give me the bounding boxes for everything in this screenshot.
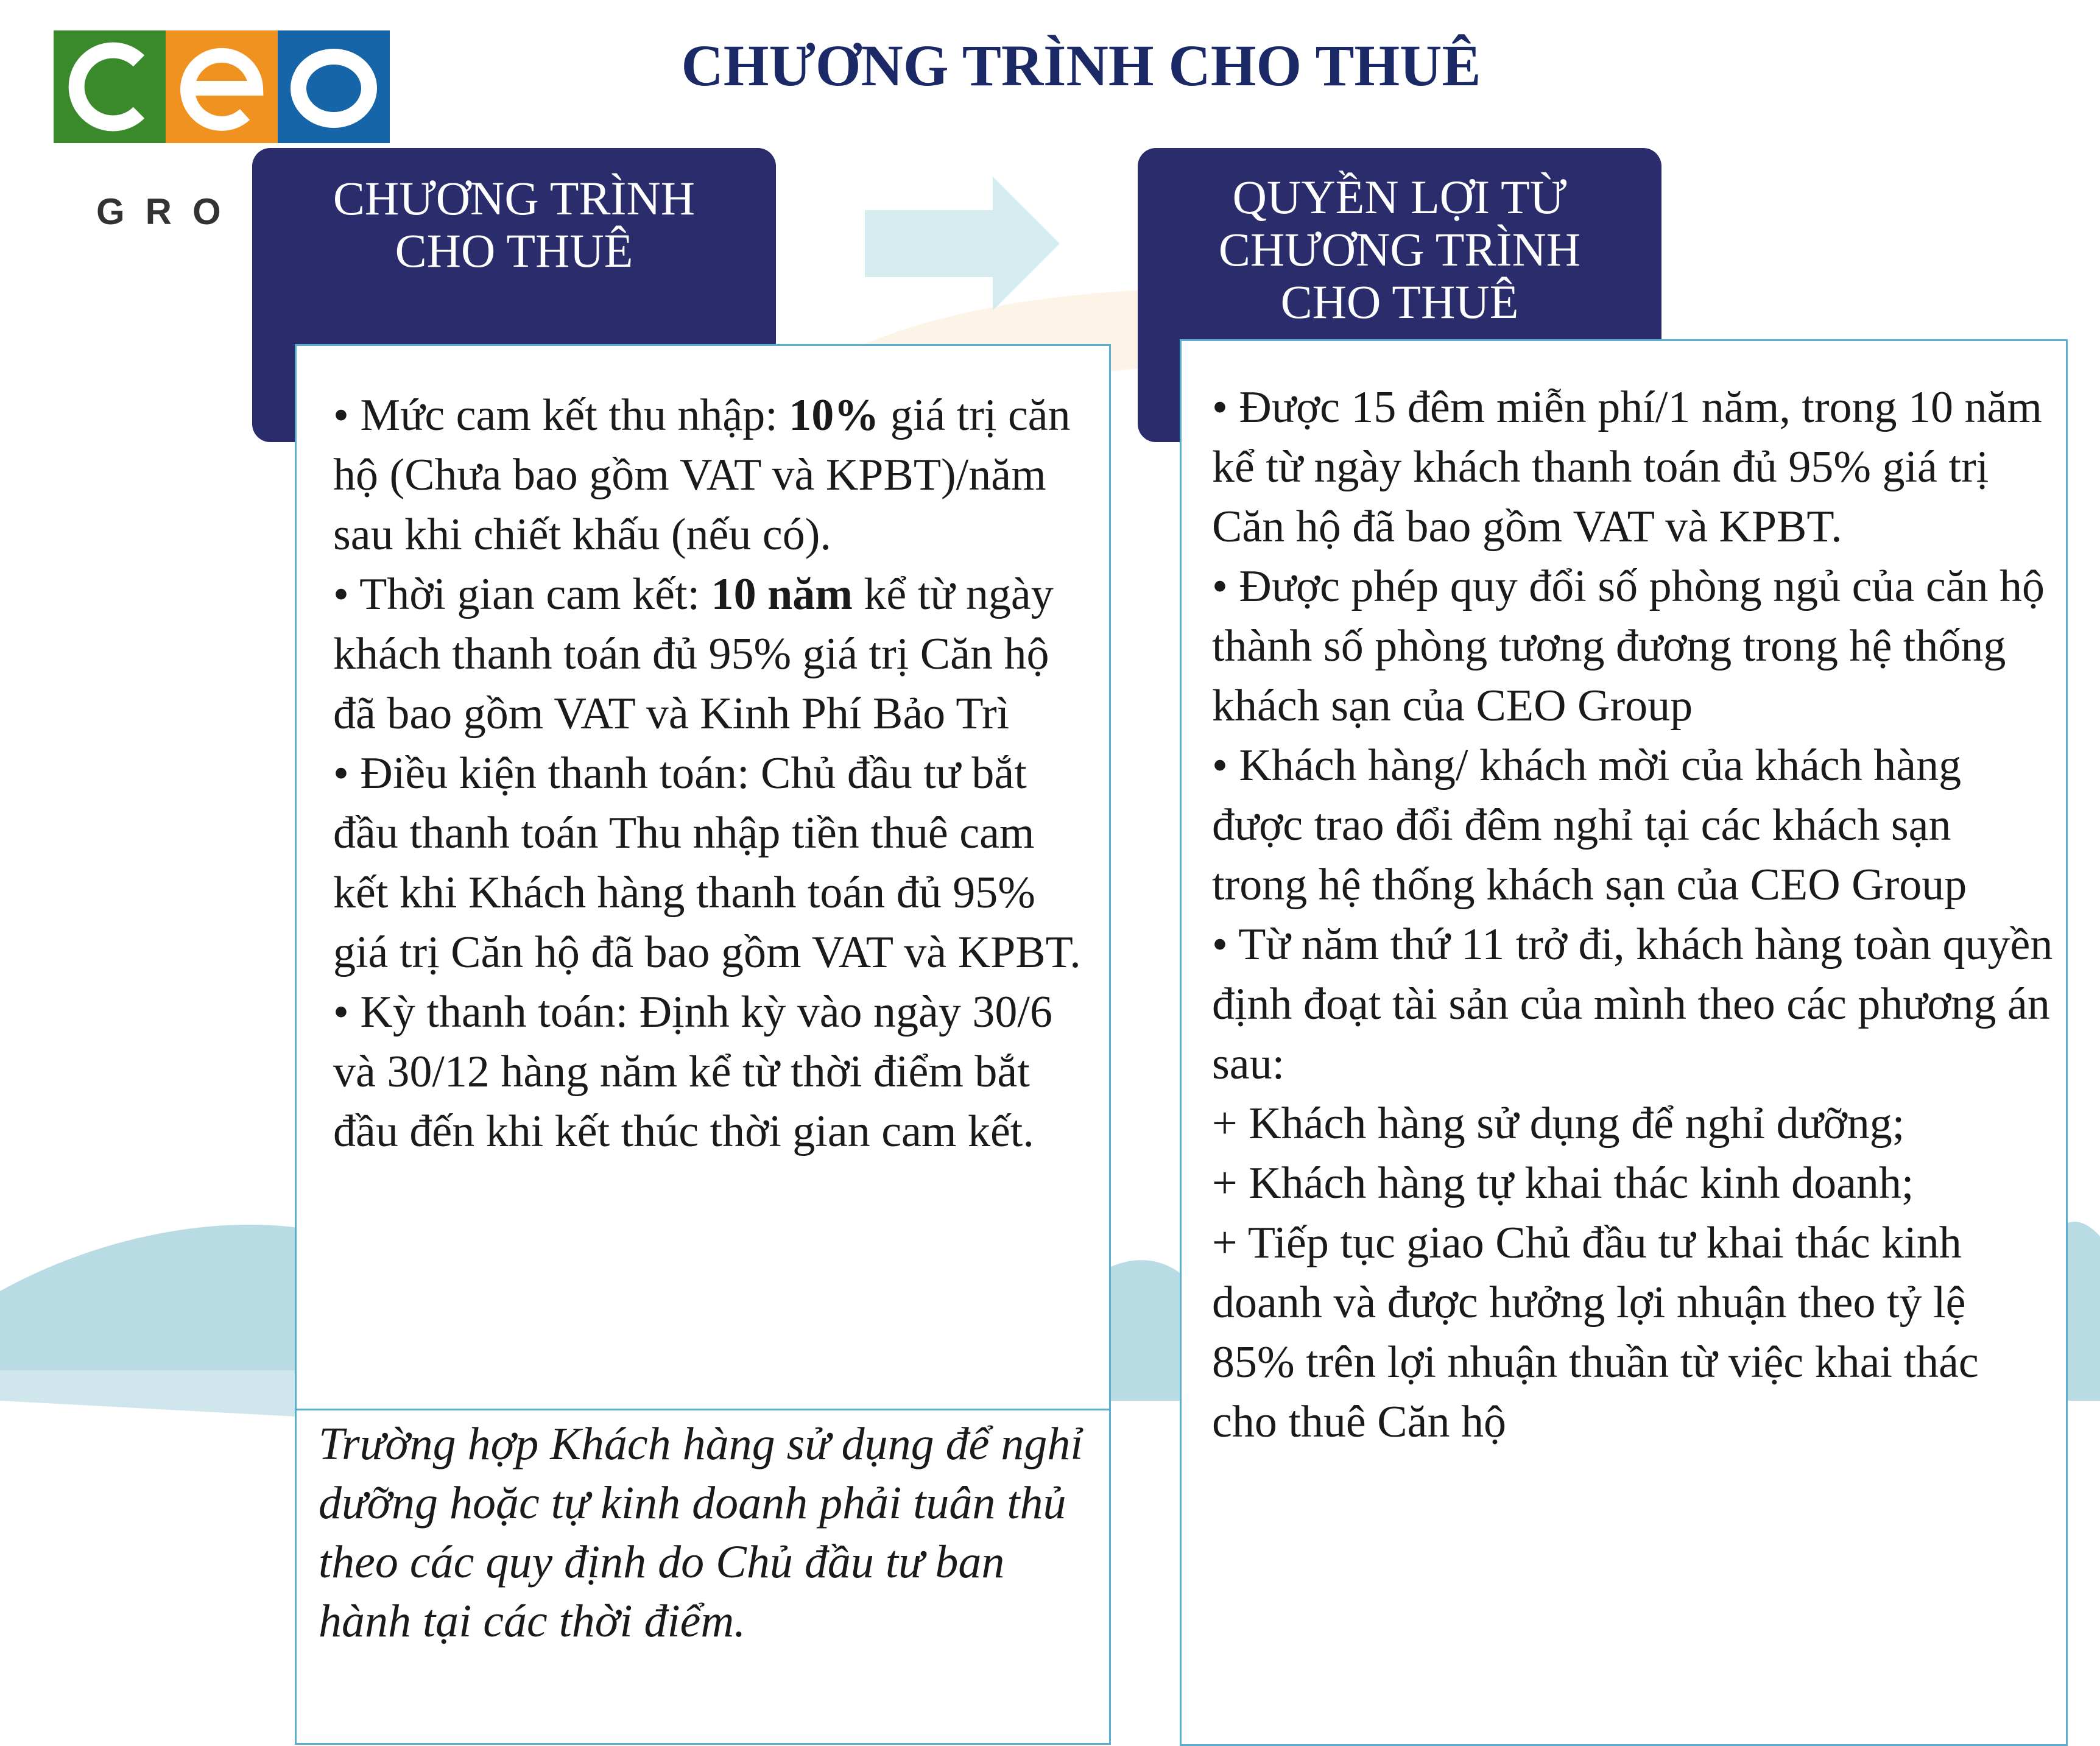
benefit-item: • Từ năm thứ 11 trở đi, khách hàng toàn quyền định đoạt tài sản của mình theo các phương án sau: bbox=[1212, 920, 2053, 1089]
right-wave bbox=[2065, 1222, 2100, 1401]
benefit-option: + Tiếp tục giao Chủ đầu tư khai thác kinh doanh và được hưởng lợi nhuận theo tỷ lệ 85% trên lợi nhuận thuần từ việc khai thác cho thuê Căn hộ bbox=[1212, 1218, 1979, 1447]
item-highlight: 10 năm bbox=[711, 569, 853, 619]
logo-tile-o bbox=[278, 30, 390, 143]
right-arrow-icon bbox=[865, 177, 1060, 311]
logo-tile-c bbox=[54, 30, 166, 143]
ceo-group-logo bbox=[54, 30, 395, 232]
logo-tile-e bbox=[166, 30, 278, 143]
benefit-item: • Khách hàng/ khách mời của khách hàng được trao đổi đêm nghỉ tại các khách sạn trong hệ thống khách sạn của CEO Group bbox=[1212, 741, 1967, 910]
page-title: CHƯƠNG TRÌNH CHO THUÊ bbox=[681, 33, 1481, 98]
item-highlight: 10% bbox=[789, 390, 879, 440]
benefit-option: + Khách hàng tự khai thác kinh doanh; bbox=[1212, 1158, 1914, 1208]
left-wave-2 bbox=[0, 1370, 341, 1419]
program-item bbox=[333, 565, 1085, 744]
logo-group-text: GRO bbox=[96, 191, 242, 232]
benefit-item: • Được 15 đêm miễn phí/1 năm, trong 10 năm kể từ ngày khách thanh toán đủ 95% giá trị Căn hộ đã bao gồm VAT và KPBT. bbox=[1212, 382, 2042, 552]
benefits-panel bbox=[1180, 339, 2068, 1746]
program-item bbox=[333, 385, 1085, 565]
panel-divider bbox=[297, 1409, 1109, 1410]
right-header-line: CHƯƠNG TRÌNH bbox=[1218, 223, 1581, 276]
item-text: • Điều kiện thanh toán: Chủ đầu tư bắt đầu thanh toán Thu nhập tiền thuê cam kết khi Khách hàng thanh toán đủ 95% giá trị Căn hộ đã bao gồm VAT và KPBT. bbox=[333, 748, 1081, 977]
rental-program-panel bbox=[295, 344, 1111, 1745]
usage-note: Trường hợp Khách hàng sử dụng để nghỉ dưỡng hoặc tự kinh doanh phải tuân thủ theo các quy định do Chủ đầu tư ban hành tại các thời điểm. bbox=[319, 1418, 1083, 1647]
item-text: • Mức cam kết thu nhập: bbox=[333, 390, 789, 440]
program-item bbox=[333, 744, 1085, 982]
left-header-line: CHO THUÊ bbox=[395, 224, 633, 277]
item-text: kể từ ngày khách thanh toán đủ 95% giá trị Căn hộ đã bao gồm VAT và Kinh Phí Bảo Trì bbox=[333, 569, 1054, 739]
benefit-option: + Khách hàng sử dụng để nghỉ dưỡng; bbox=[1212, 1099, 1905, 1149]
logo-letter-e-icon bbox=[166, 30, 278, 143]
logo-letter-o-icon bbox=[278, 30, 390, 143]
item-text: • Thời gian cam kết: bbox=[333, 569, 711, 619]
left-header-line: CHƯƠNG TRÌNH bbox=[333, 172, 696, 225]
logo-letter-c-icon bbox=[54, 30, 166, 143]
left-wave bbox=[0, 1225, 341, 1370]
center-wave bbox=[1111, 1260, 1180, 1401]
logo-tiles bbox=[54, 30, 390, 143]
item-text: giá trị căn hộ (Chưa bao gồm VAT và KPBT)/năm sau khi chiết khấu (nếu có). bbox=[333, 390, 1071, 560]
right-header-line: QUYỀN LỢI TỪ bbox=[1232, 171, 1567, 224]
item-text: • Kỳ thanh toán: Định kỳ vào ngày 30/6 và 30/12 hàng năm kể từ thời điểm bắt đầu đến khi kết thúc thời gian cam kết. bbox=[333, 987, 1052, 1156]
right-header-line: CHO THUÊ bbox=[1280, 275, 1519, 328]
program-item bbox=[333, 982, 1085, 1161]
benefit-item: • Được phép quy đổi số phòng ngủ của căn hộ thành số phòng tương đương trong hệ thống khách sạn của CEO Group bbox=[1212, 561, 2045, 731]
